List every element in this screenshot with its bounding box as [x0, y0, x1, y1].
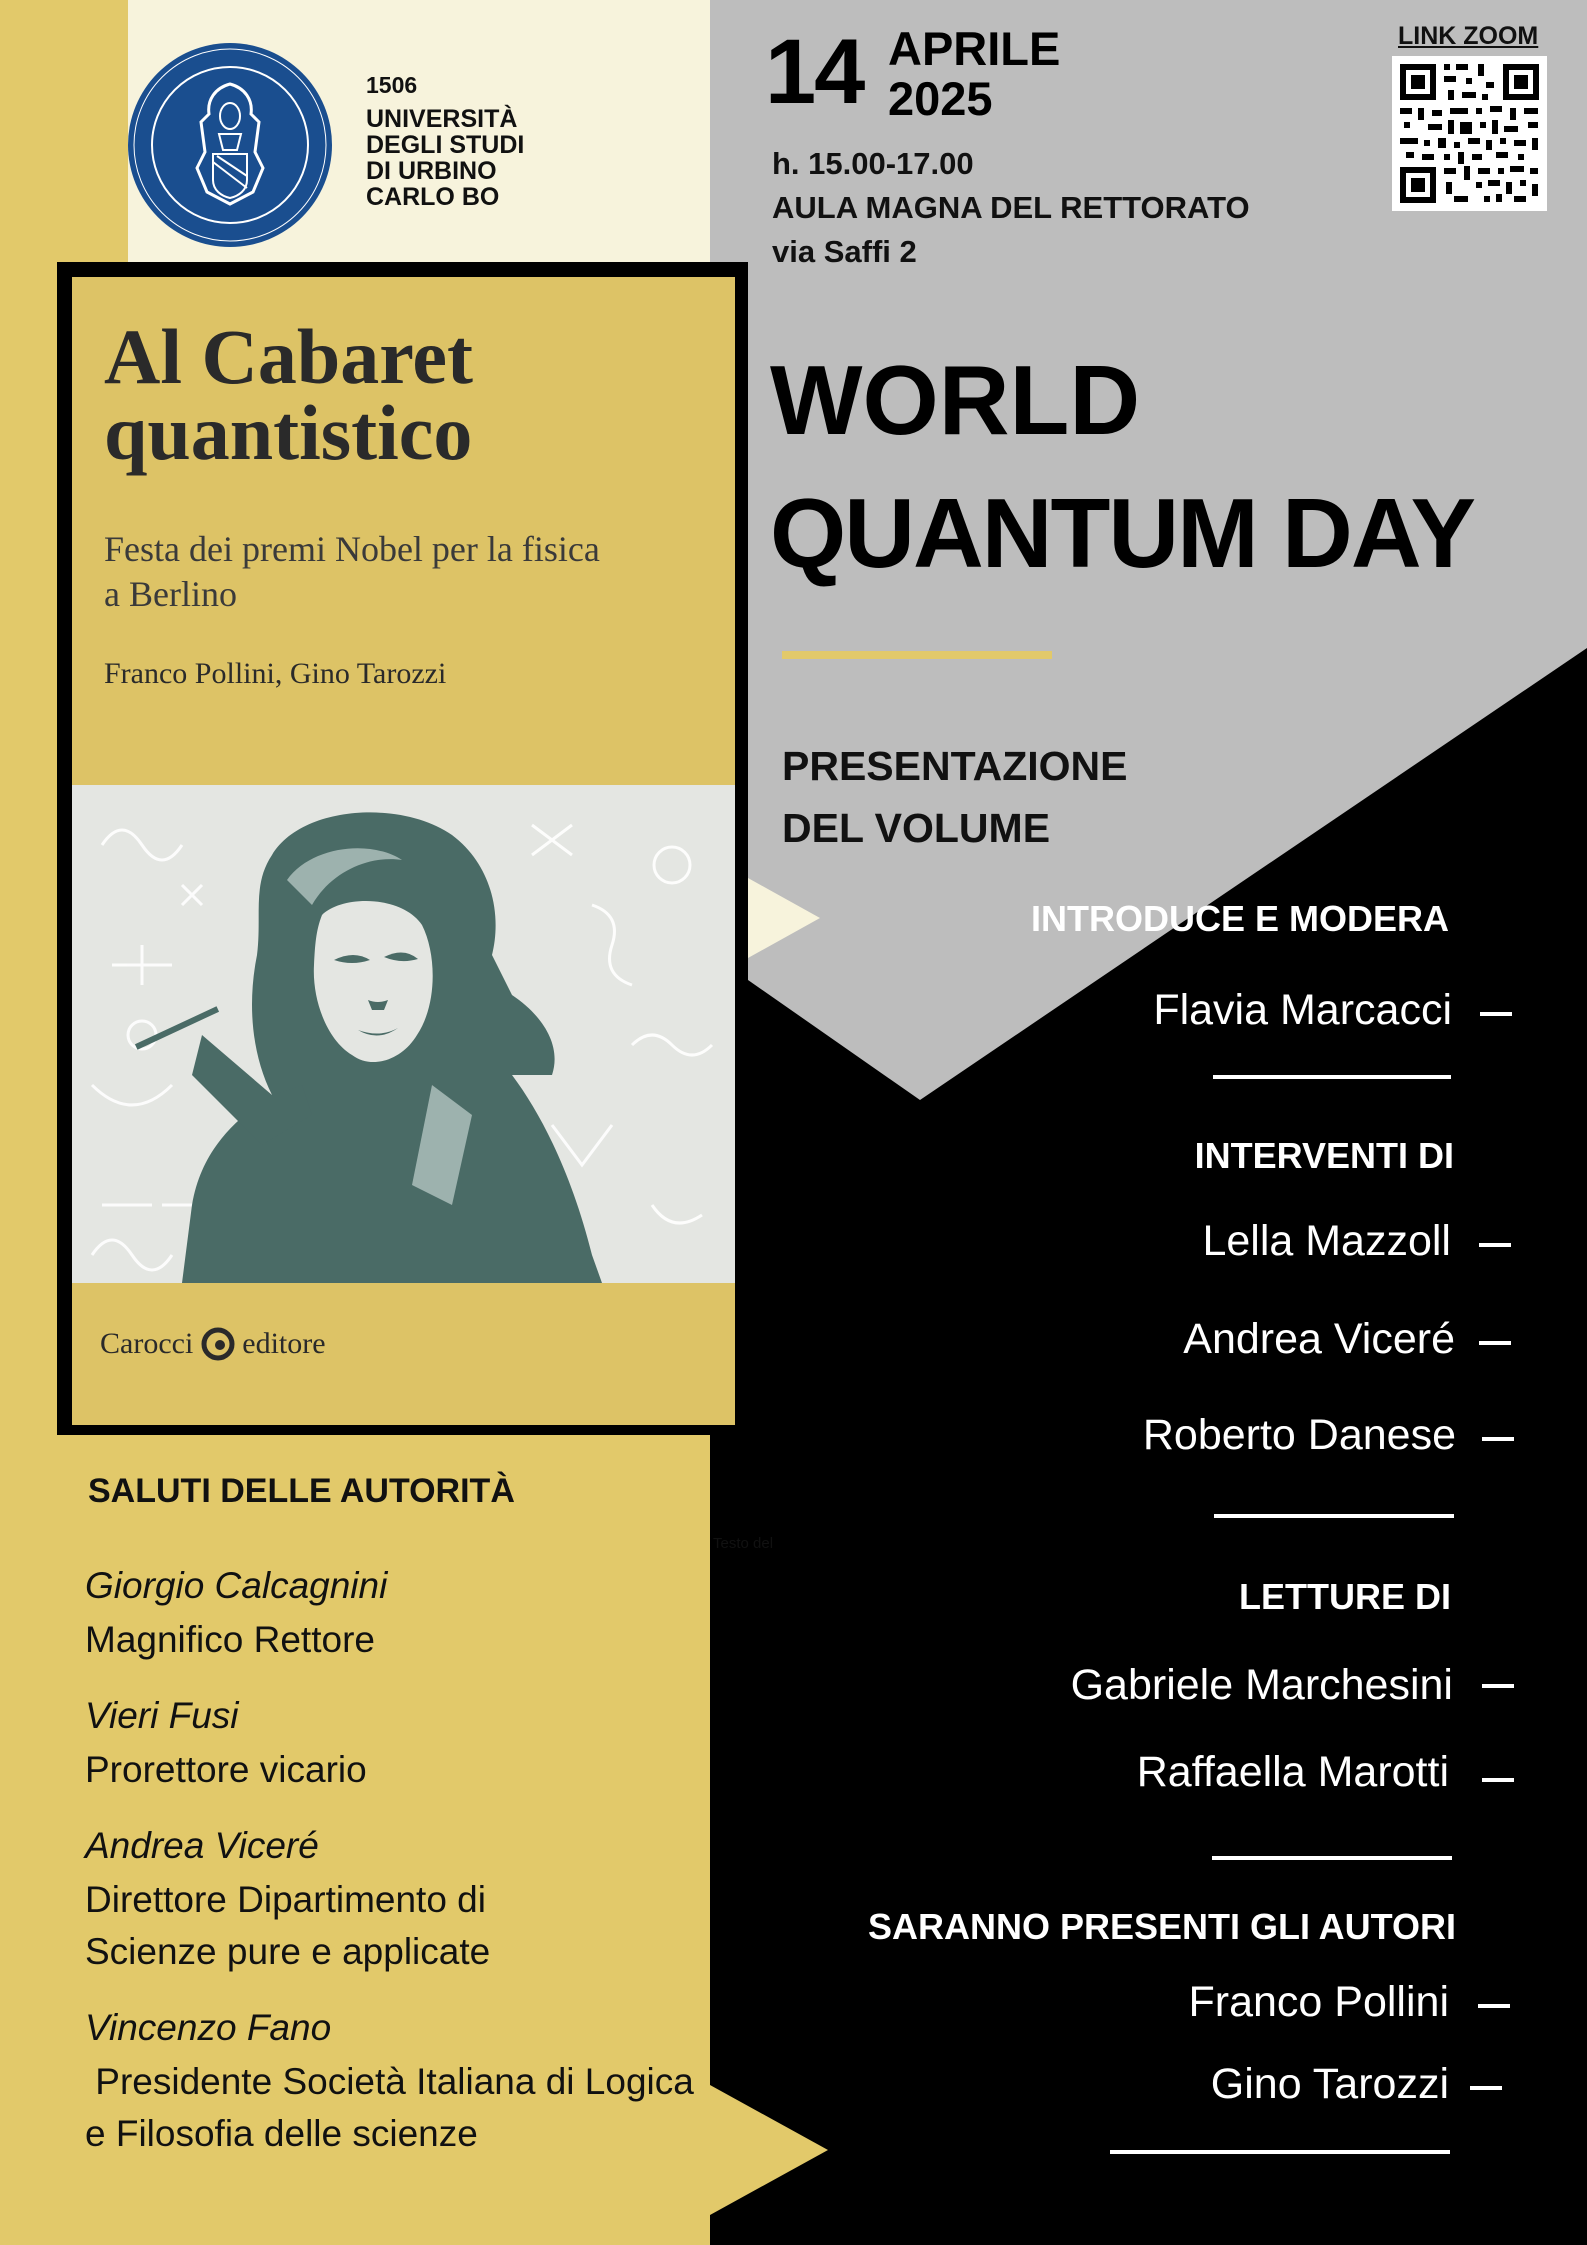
zoom-qr-code[interactable] [1392, 56, 1547, 211]
book-title-line: Al Cabaret [104, 313, 474, 400]
person-name: Lella Mazzoll [1202, 1217, 1451, 1265]
university-name [366, 106, 524, 210]
divider-line [1110, 2150, 1450, 2154]
book-cover-illustration [72, 785, 735, 1283]
book-publisher [100, 1327, 326, 1361]
book-cover [72, 277, 735, 1425]
university-year: 1506 [366, 72, 418, 98]
university-name-line: DI URBINO [366, 157, 497, 185]
dash-mark [1482, 1684, 1514, 1688]
dash-mark [1479, 1341, 1511, 1345]
person-name: Raffaella Marotti [1136, 1748, 1449, 1796]
saluti-role: Presidente Società Italiana di Logica e Filosofia delle scienze [85, 2061, 705, 2154]
saluti-role: Direttore Dipartimento di Scienze pure e applicate [85, 1879, 491, 1972]
saluti-heading: SALUTI DELLE AUTORITÀ [88, 1472, 515, 1510]
saluti-name: Giorgio Calcagnini [85, 1565, 388, 1606]
stray-text-box: Testo del [713, 1535, 774, 1552]
publisher-logo-icon [201, 1327, 235, 1361]
black-notch-2 [710, 1780, 810, 1920]
university-seal-logo [127, 42, 333, 248]
title-underline [782, 651, 1052, 659]
black-notch-1 [710, 1455, 818, 1591]
university-name-line: CARLO BO [366, 183, 500, 211]
dash-mark [1478, 2004, 1510, 2008]
event-day: 14 [765, 21, 864, 123]
person-name: Franco Pollini [1188, 1978, 1449, 2026]
dash-mark [1482, 1778, 1514, 1782]
saluti-role: Prorettore vicario [85, 1749, 367, 1790]
publisher-suffix: editore [242, 1327, 326, 1360]
dash-mark [1479, 1243, 1511, 1247]
event-subtitle [782, 735, 1128, 859]
book-subtitle [104, 527, 600, 617]
heading-autori: SARANNO PRESENTI GLI AUTORI [867, 1906, 1456, 1947]
zoom-link-label[interactable]: LINK ZOOM [1398, 22, 1539, 50]
event-subtitle-line: DEL VOLUME [782, 805, 1051, 851]
event-time: h. 15.00-17.00 [772, 146, 974, 181]
divider-line [1212, 1856, 1452, 1860]
book-authors: Franco Pollini, Gino Tarozzi [104, 657, 447, 690]
heading-interventi: INTERVENTI DI [1194, 1135, 1454, 1176]
book-title-line: quantistico [104, 389, 473, 476]
saluti-role: Magnifico Rettore [85, 1619, 375, 1660]
book-subtitle-line: a Berlino [104, 574, 237, 614]
event-subtitle-line: PRESENTAZIONE [782, 743, 1128, 789]
book-title [104, 313, 474, 476]
saluti-name: Andrea Viceré [85, 1825, 319, 1866]
person-name: Gino Tarozzi [1210, 2060, 1449, 2108]
saluti-name: Vieri Fusi [85, 1695, 239, 1736]
event-title-line2: QUANTUM DAY [770, 478, 1474, 588]
black-notch-gold-tip [710, 2085, 828, 2215]
heading-introduce: INTRODUCE E MODERA [1030, 898, 1449, 939]
divider-line [1213, 1075, 1451, 1079]
heading-letture: LETTURE DI [1239, 1576, 1451, 1617]
university-name-line: UNIVERSITÀ [366, 105, 518, 133]
dash-mark [1480, 1012, 1512, 1016]
dash-mark [1470, 2086, 1502, 2090]
event-year: 2025 [888, 72, 993, 125]
university-name-line: DEGLI STUDI [366, 131, 525, 159]
person-name: Andrea Viceré [1183, 1315, 1455, 1363]
dash-mark [1482, 1437, 1514, 1441]
publisher-name: Carocci [100, 1327, 194, 1360]
divider-line [1214, 1514, 1454, 1518]
event-venue: AULA MAGNA DEL RETTORATO [772, 190, 1250, 225]
saluti-name: Vincenzo Fano [85, 2007, 332, 2048]
event-title-line1: WORLD [770, 345, 1141, 455]
person-name: Roberto Danese [1142, 1411, 1456, 1459]
book-subtitle-line: Festa dei premi Nobel per la fisica [104, 529, 600, 569]
person-name: Flavia Marcacci [1153, 986, 1452, 1034]
event-month: APRILE [888, 22, 1061, 75]
person-name: Gabriele Marchesini [1070, 1661, 1453, 1709]
event-address: via Saffi 2 [772, 234, 917, 269]
